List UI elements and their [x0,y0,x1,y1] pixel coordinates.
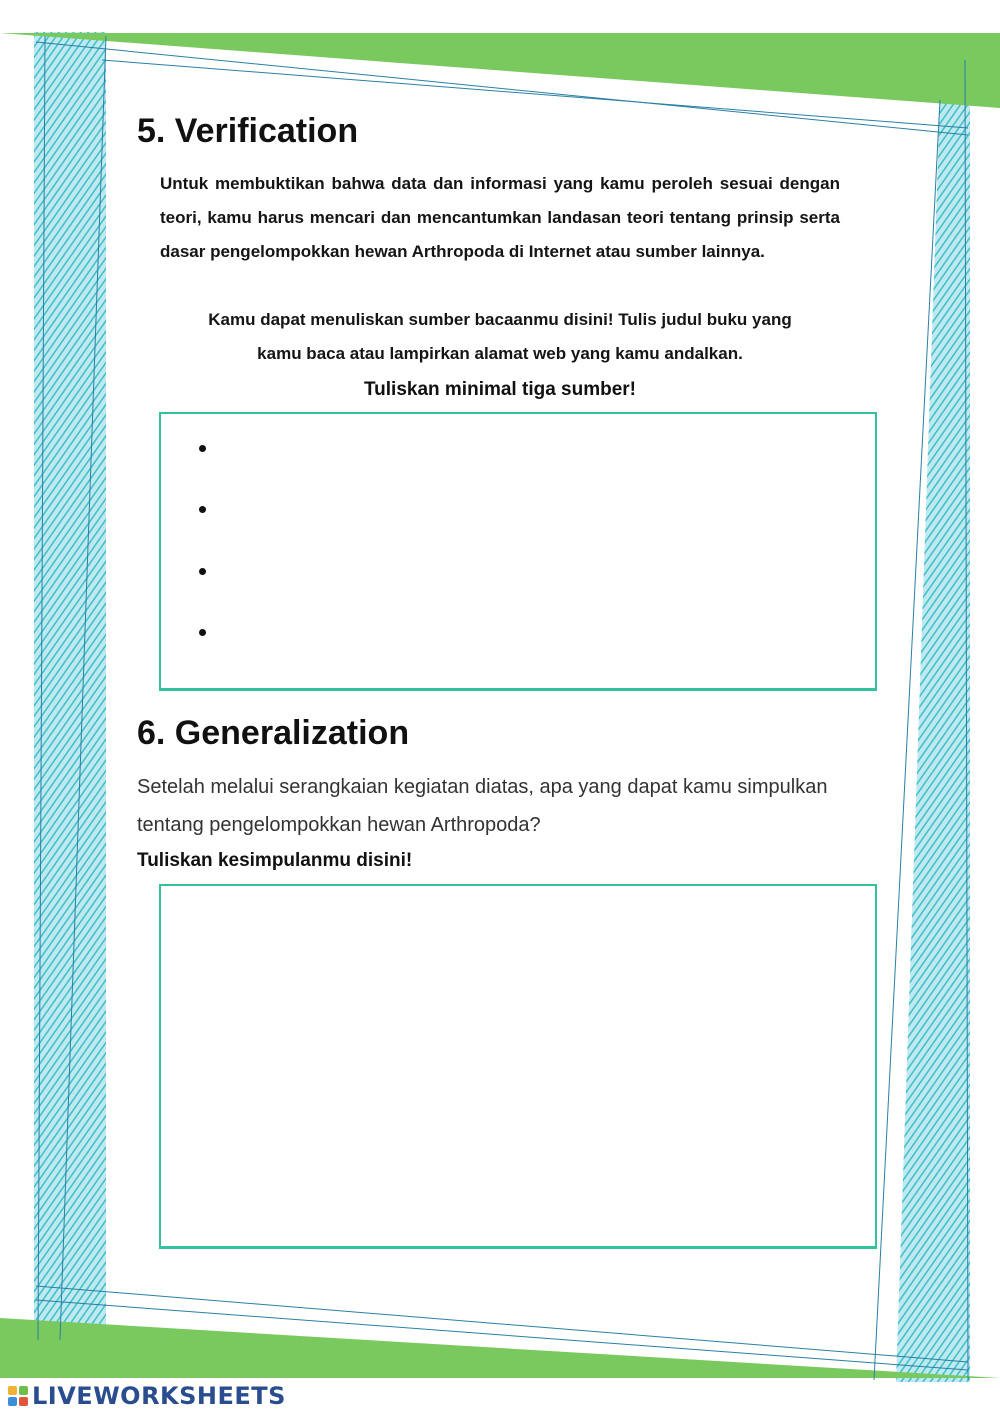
bullet-dot-icon [199,506,206,513]
bullet-item[interactable] [199,567,209,577]
verification-intro: Untuk membuktikan bahwa data dan informasi yang kamu peroleh sesuai dengan teori, kamu harus mencari dan mencantumkan landasan teori tentang prinsip serta dasar pengelompokkan hewan Arthropoda di Internet atau sumber lainnya. [160,174,840,261]
bullet-item[interactable] [199,444,209,454]
verification-instruction-line1: Kamu dapat menuliskan sumber bacaanmu disini! Tulis judul buku yang [208,310,792,329]
generalization-question: Setelah melalui serangkaian kegiatan diatas, apa yang dapat kamu simpulkan tentang pengelompokkan hewan Arthropoda? [137,776,828,836]
bullet-dot-icon [199,568,206,575]
verification-min-sources: Tuliskan minimal tiga sumber! [363,379,637,400]
sources-answer-box[interactable] [159,412,877,691]
top-green-band [0,33,1000,108]
verification-title: 5. Verification [137,112,359,150]
conclusion-answer-box[interactable] [159,884,877,1249]
generalization-title: 6. Generalization [137,714,410,752]
generalization-prompt: Tuliskan kesimpulanmu disini! [137,850,413,871]
liveworksheets-logo-icon [8,1386,28,1406]
bullet-dot-icon [199,445,206,452]
liveworksheets-brand-text: LIVEWORKSHEETS [32,1382,286,1410]
bullet-dot-icon [199,629,206,636]
verification-instruction-line2: kamu baca atau lampirkan alamat web yang kamu andalkan. [257,344,743,363]
bullet-item[interactable] [199,628,209,638]
liveworksheets-logo[interactable] [8,1380,286,1412]
bullet-item[interactable] [199,505,209,515]
left-hatched-strip [34,32,106,1340]
bottom-green-band [0,1318,1000,1378]
